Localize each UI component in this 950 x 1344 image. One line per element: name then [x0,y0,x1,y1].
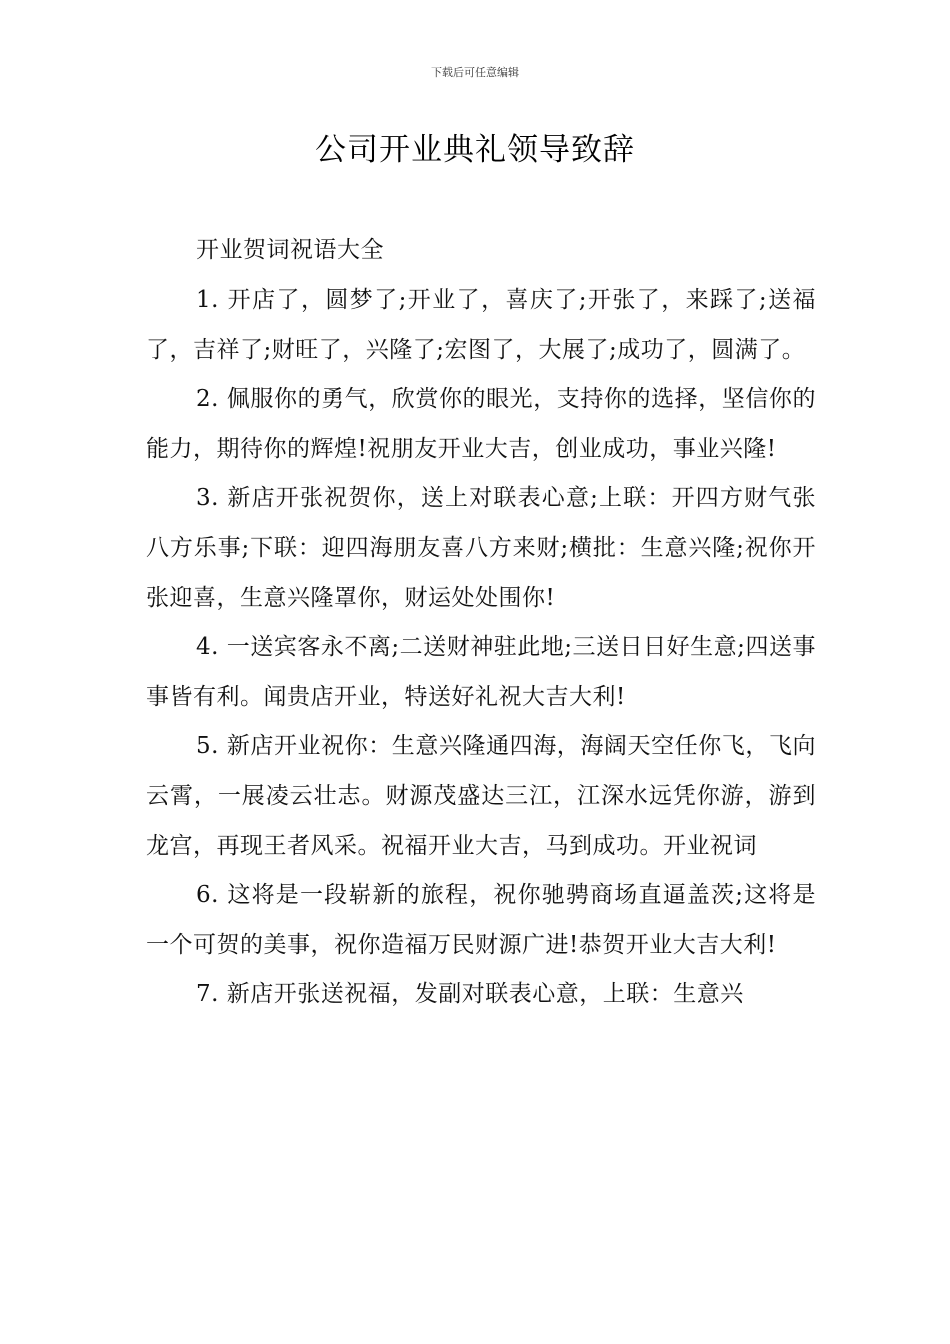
list-item: 2. 佩服你的勇气，欣赏你的眼光，支持你的选择，坚信你的能力，期待你的辉煌!祝朋友开业大吉，创业成功，事业兴隆! [146,386,816,462]
header-note: 下载后可任意编辑 [431,66,519,79]
list-item: 6. 这将是一段崭新的旅程，祝你驰骋商场直逼盖茨;这将是一个可贺的美事，祝你造福万民财源广进!恭贺开业大吉大利! [146,882,816,958]
list-item: 5. 新店开业祝你：生意兴隆通四海，海阔天空任你飞，飞向云霄，一展凌云壮志。财源茂盛达三江，江深水远凭你游，游到龙宫，再现王者风采。祝福开业大吉，马到成功。开业祝词 [146,733,816,859]
greetings-list [146,276,816,1020]
list-item: 3. 新店开张祝贺你，送上对联表心意;上联：开四方财气张八方乐事;下联：迎四海朋友喜八方来财;横批：生意兴隆;祝你开张迎喜，生意兴隆罩你，财运处处围你! [146,485,816,611]
list-item: 7. 新店开张送祝福，发副对联表心意，上联：生意兴 [196,981,744,1008]
list-item: 4. 一送宾客永不离;二送财神驻此地;三送日日好生意;四送事事皆有利。闻贵店开业，特送好礼祝大吉大利! [146,634,816,710]
section-subheading: 开业贺词祝语大全 [196,237,384,263]
document-title: 公司开业典礼领导致辞 [315,132,635,168]
list-item: 1. 开店了，圆梦了;开业了，喜庆了;开张了，来踩了;送福了，吉祥了;财旺了，兴隆了;宏图了，大展了;成功了，圆满了。 [146,287,816,363]
